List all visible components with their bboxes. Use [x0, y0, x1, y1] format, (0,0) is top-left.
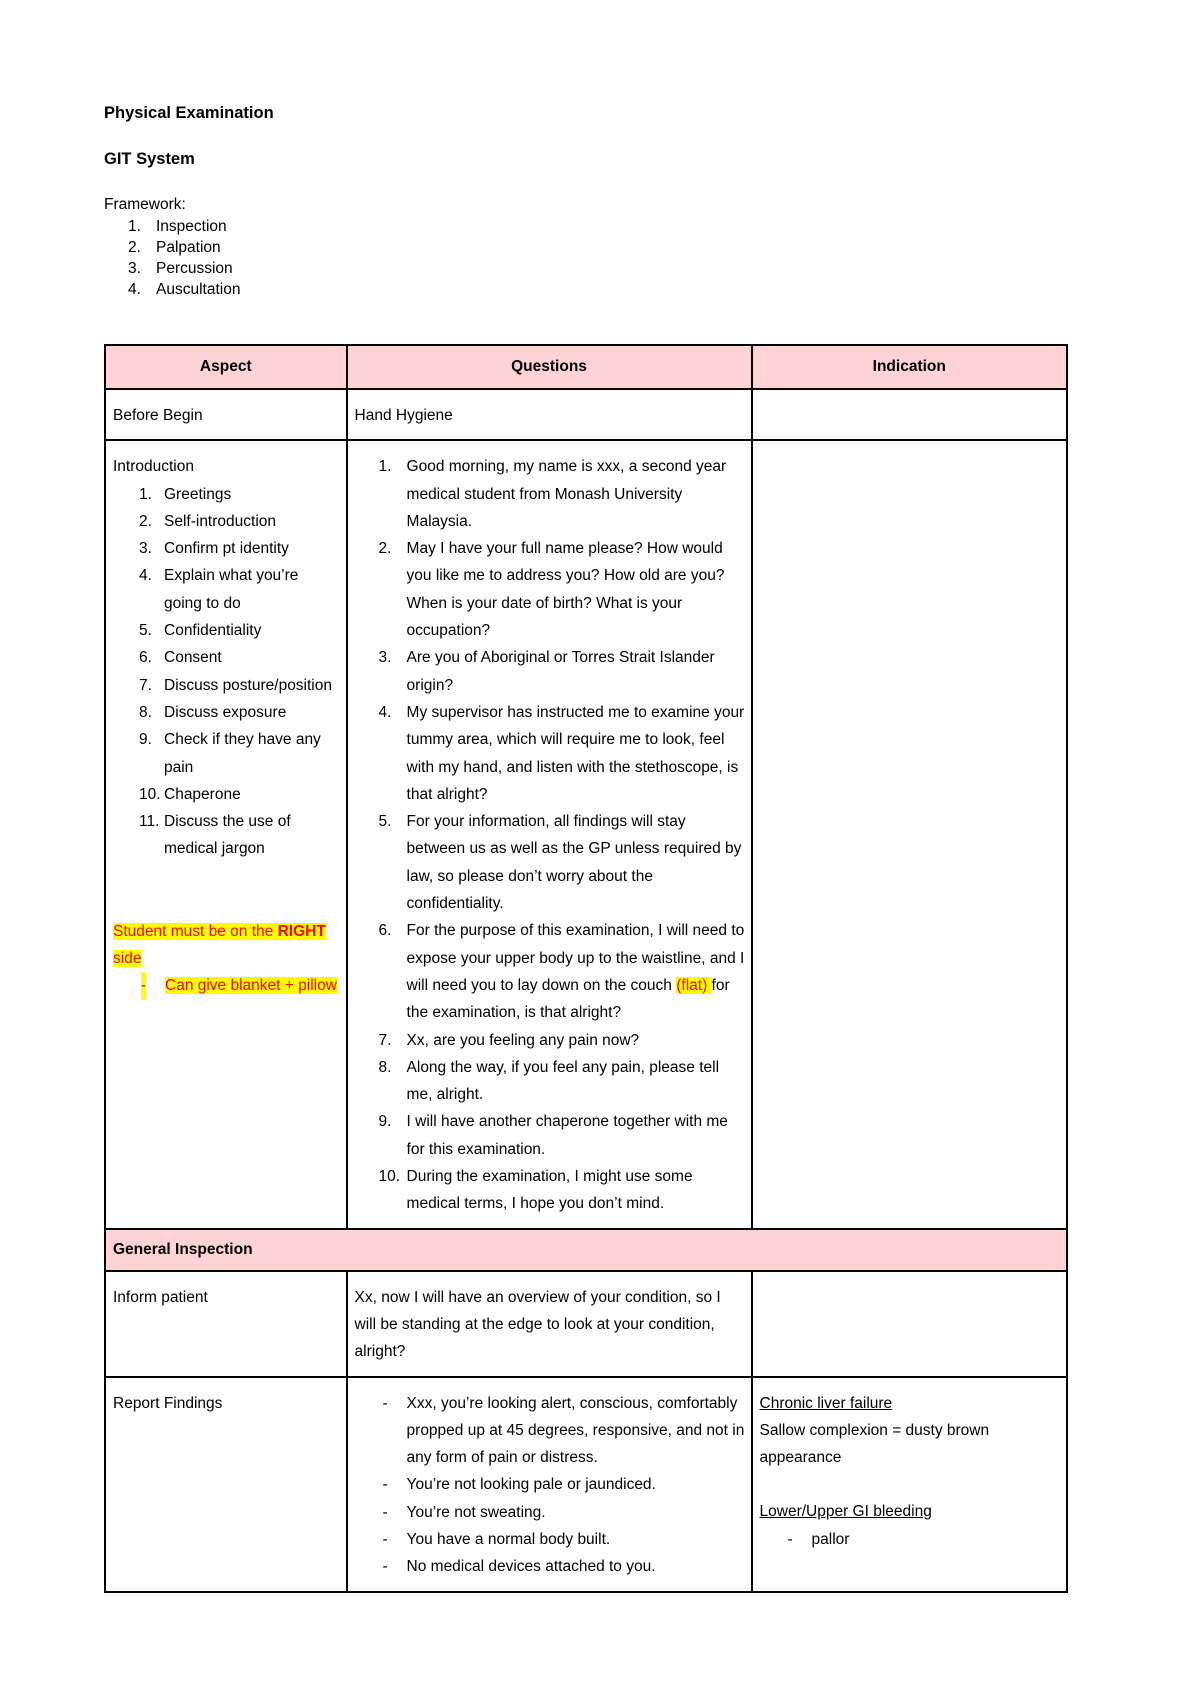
general-inspection-heading: General Inspection	[105, 1229, 1067, 1271]
questions-cell: Hand Hygiene	[347, 389, 752, 440]
table-row	[105, 1377, 1067, 1592]
indication-title: Chronic liver failure	[759, 1394, 893, 1412]
position-note: Student must be on the RIGHT side	[113, 922, 326, 968]
list-item: 3. Percussion	[128, 260, 233, 277]
aspect-cell: Inform patient	[105, 1271, 347, 1377]
indication-cell	[752, 1377, 1067, 1592]
list-item: 1. Greetings	[139, 485, 232, 503]
indication-cell	[752, 389, 1067, 440]
list-item: 2. Palpation	[128, 239, 221, 256]
list-item: 4. Auscultation	[128, 281, 241, 298]
indication-text: Sallow complexion = dusty brown appearance	[759, 1421, 990, 1467]
list-item: 4. Explain what you’re going to do	[139, 567, 299, 612]
list-item: 7. Xx, are you feeling any pain now?	[378, 1031, 640, 1049]
list-item: 6. Consent	[139, 649, 222, 667]
table-row	[105, 440, 1067, 1228]
list-item: - No medical devices attached to you.	[382, 1558, 656, 1576]
list-item: 11. Discuss the use of medical jargon	[139, 813, 291, 858]
list-item: 1. Inspection	[128, 218, 227, 235]
header-indication: Indication	[752, 345, 1067, 389]
list-item: 6. For the purpose of this examination, I will need to expose your upper body up to the waistline, and I will need you to lay down on the couch (flat) for the examination, is that alright?	[378, 922, 745, 1022]
aspect-cell: Report Findings	[105, 1377, 347, 1592]
list-item: 8. Along the way, if you feel any pain, please tell me, alright.	[378, 1058, 720, 1104]
questions-cell	[347, 1377, 752, 1592]
section-subtitle: GIT System	[104, 150, 195, 168]
list-item: 9. I will have another chaperone together with me for this examination.	[378, 1113, 728, 1158]
list-item: 2. Self-introduction	[139, 512, 277, 530]
position-note-list	[113, 972, 340, 999]
indication-cell	[752, 1271, 1067, 1377]
list-item: 9. Check if they have any pain	[139, 731, 321, 776]
header-questions: Questions	[347, 345, 752, 389]
list-item: 7. Discuss posture/position	[139, 676, 332, 694]
framework-label: Framework:	[104, 196, 186, 213]
introduction-aspects	[113, 481, 340, 863]
list-item: - You’re not sweating.	[382, 1503, 546, 1521]
findings-list	[355, 1390, 745, 1581]
list-item: 5. Confidentiality	[139, 622, 262, 640]
list-item: 5. For your information, all findings will stay between us as well as the GP unless required by law, so please don’t worry about the confidentiality.	[378, 813, 742, 913]
indication-list	[760, 1526, 1060, 1553]
introduction-questions	[355, 453, 745, 1217]
questions-cell: Xx, now I will have an overview of your condition, so I will be standing at the edge to look at your condition, alright?	[347, 1271, 752, 1377]
list-item: - Xxx, you’re looking alert, conscious, comfortably propped up at 45 degrees, responsive, and not in any form of pain or distress.	[382, 1394, 745, 1467]
list-item: - Can give blanket + pillow	[113, 972, 340, 999]
section-row	[105, 1229, 1067, 1271]
questions-cell	[347, 440, 752, 1228]
list-item: 4. My supervisor has instructed me to examine your tummy area, which will require me to look, feel with my hand, and listen with the stethoscope, is that alright?	[378, 703, 745, 803]
list-item: 1. Good morning, my name is xxx, a second year medical student from Monash University Malaysia.	[378, 458, 727, 530]
list-item: 2. May I have your full name please? How would you like me to address you? How old are you? When is your date of birth? What is your occupation?	[378, 540, 725, 640]
framework-list	[104, 216, 240, 300]
list-item: 8. Discuss exposure	[139, 703, 287, 721]
indication-title: Lower/Upper GI bleeding	[759, 1503, 932, 1521]
table-header-row	[105, 345, 1067, 389]
list-item: - You’re not looking pale or jaundiced.	[382, 1476, 656, 1494]
table-row	[105, 1271, 1067, 1377]
list-item: - pallor	[787, 1530, 850, 1548]
list-item: 3. Are you of Aboriginal or Torres Strait Islander origin?	[378, 649, 715, 694]
list-item: 10. During the examination, I might use some medical terms, I hope you don’t mind.	[378, 1168, 693, 1213]
list-item: - You have a normal body built.	[382, 1530, 611, 1548]
aspect-cell: Before Begin	[105, 389, 347, 440]
list-item: 10. Chaperone	[139, 785, 241, 803]
page-title: Physical Examination	[104, 104, 274, 122]
introduction-title: Introduction	[113, 458, 194, 476]
aspect-cell	[105, 440, 347, 1228]
indication-cell	[752, 440, 1067, 1228]
table-row	[105, 389, 1067, 440]
header-aspect: Aspect	[105, 345, 347, 389]
examination-table	[104, 344, 1068, 1593]
list-item: 3. Confirm pt identity	[139, 540, 289, 558]
